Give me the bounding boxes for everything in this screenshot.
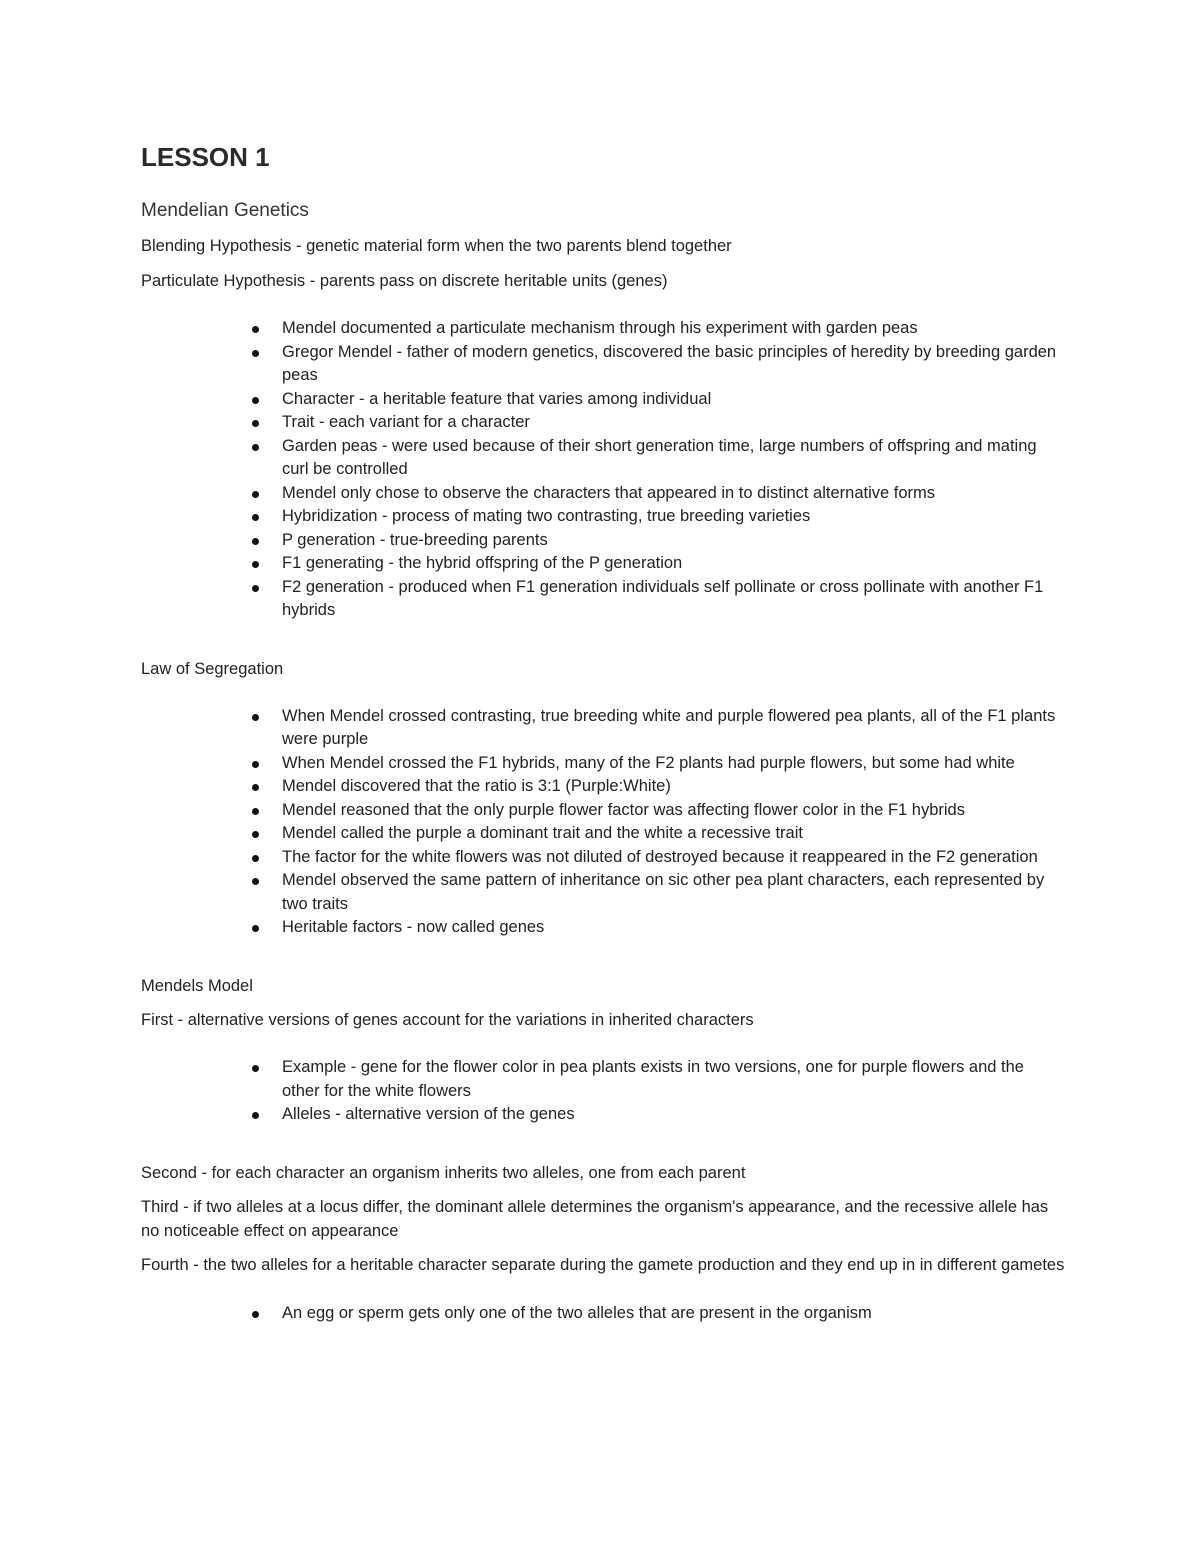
list-item: The factor for the white flowers was not diluted of destroyed because it reappeared in the F2 generation bbox=[282, 846, 1066, 870]
list-item: Mendel called the purple a dominant trait and the white a recessive trait bbox=[282, 822, 1066, 846]
bullet-icon bbox=[252, 1311, 259, 1318]
list-item: Heritable factors - now called genes bbox=[282, 916, 1066, 940]
blending-hypothesis-paragraph: Blending Hypothesis - genetic material form when the two parents blend together bbox=[141, 237, 732, 255]
list-item: Mendel documented a particulate mechanism through his experiment with garden peas bbox=[282, 317, 1066, 341]
bullet-icon bbox=[252, 514, 259, 521]
model-fourth-list bbox=[141, 1302, 1066, 1326]
list-item: Mendel only chose to observe the characters that appeared in to distinct alternative forms bbox=[282, 482, 1066, 506]
model-second-paragraph: Second - for each character an organism inherits two alleles, one from each parent bbox=[141, 1163, 746, 1182]
list-item: F1 generating - the hybrid offspring of the P generation bbox=[282, 552, 1066, 576]
list-item: An egg or sperm gets only one of the two alleles that are present in the organism bbox=[282, 1302, 1066, 1326]
list-item: Alleles - alternative version of the genes bbox=[282, 1103, 1066, 1127]
section-title-mendelian-genetics: Mendelian Genetics bbox=[141, 200, 309, 221]
list-item: Mendel reasoned that the only purple flower factor was affecting flower color in the F1 hybrids bbox=[282, 799, 1066, 823]
bullet-icon bbox=[252, 561, 259, 568]
lesson-title: LESSON 1 bbox=[141, 142, 270, 172]
segregation-list bbox=[141, 705, 1066, 940]
list-item: When Mendel crossed the F1 hybrids, many of the F2 plants had purple flowers, but some had white bbox=[282, 752, 1066, 776]
bullet-icon bbox=[252, 714, 259, 721]
mendel-basics-list bbox=[141, 317, 1066, 623]
bullet-icon bbox=[252, 491, 259, 498]
bullet-icon bbox=[252, 761, 259, 768]
document-page bbox=[141, 140, 1066, 1325]
list-item: Garden peas - were used because of their short generation time, large numbers of offspring and mating curl be controlled bbox=[282, 435, 1066, 482]
bullet-icon bbox=[252, 1112, 259, 1119]
list-item: F2 generation - produced when F1 generation individuals self pollinate or cross pollinate with another F1 hybrids bbox=[282, 576, 1066, 623]
bullet-icon bbox=[252, 350, 259, 357]
bullet-icon bbox=[252, 784, 259, 791]
model-third-paragraph: Third - if two alleles at a locus differ, the dominant allele determines the organism's appearance, and the recessive allele has no noticeable effect on appearance bbox=[141, 1198, 1049, 1240]
particulate-hypothesis-paragraph: Particulate Hypothesis - parents pass on discrete heritable units (genes) bbox=[141, 271, 668, 290]
list-item: Hybridization - process of mating two contrasting, true breeding varieties bbox=[282, 505, 1066, 529]
bullet-icon bbox=[252, 1065, 259, 1072]
model-fourth-paragraph: Fourth - the two alleles for a heritable character separate during the gamete production and they end up in in different gametes bbox=[141, 1256, 1065, 1274]
bullet-icon bbox=[252, 538, 259, 545]
bullet-icon bbox=[252, 420, 259, 427]
list-item: When Mendel crossed contrasting, true breeding white and purple flowered pea plants, all of the F1 plants were purple bbox=[282, 705, 1066, 752]
bullet-icon bbox=[252, 855, 259, 862]
bullet-icon bbox=[252, 585, 259, 592]
mendels-model-heading: Mendels Model bbox=[141, 976, 253, 995]
bullet-icon bbox=[252, 444, 259, 451]
bullet-icon bbox=[252, 397, 259, 404]
model-first-paragraph: First - alternative versions of genes account for the variations in inherited characters bbox=[141, 1010, 754, 1029]
bullet-icon bbox=[252, 326, 259, 333]
list-item: Gregor Mendel - father of modern genetics, discovered the basic principles of heredity by breeding garden peas bbox=[282, 341, 1066, 388]
model-first-list bbox=[141, 1056, 1066, 1127]
law-of-segregation-heading: Law of Segregation bbox=[141, 659, 284, 678]
list-item: Mendel observed the same pattern of inheritance on sic other pea plant characters, each represented by two traits bbox=[282, 869, 1066, 916]
list-item: Character - a heritable feature that varies among individual bbox=[282, 388, 1066, 412]
list-item: Trait - each variant for a character bbox=[282, 411, 1066, 435]
list-item: Example - gene for the flower color in pea plants exists in two versions, one for purple flowers and the other for the white flowers bbox=[282, 1056, 1066, 1103]
bullet-icon bbox=[252, 878, 259, 885]
list-item: Mendel discovered that the ratio is 3:1 (Purple:White) bbox=[282, 775, 1066, 799]
bullet-icon bbox=[252, 808, 259, 815]
bullet-icon bbox=[252, 925, 259, 932]
list-item: P generation - true-breeding parents bbox=[282, 529, 1066, 553]
bullet-icon bbox=[252, 831, 259, 838]
